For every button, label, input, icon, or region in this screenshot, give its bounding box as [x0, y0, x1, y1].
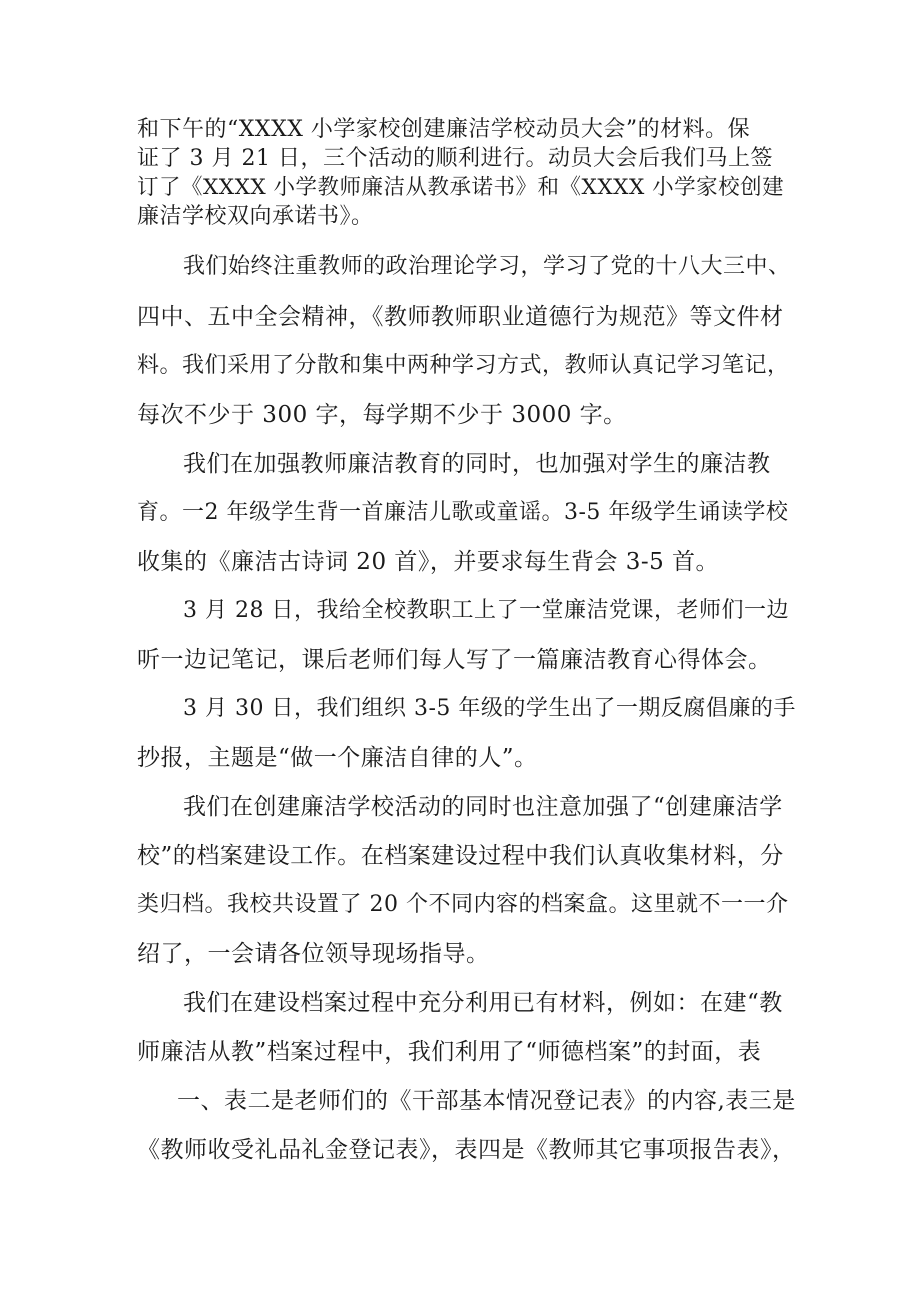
paragraph-line: 一、表二是老师们的《干部基本情况登记表》的内容,表三是 [177, 1088, 796, 1114]
paragraph-line: 《教师收受礼品礼金登记表》，表四是《教师其它事项报告表》， [137, 1137, 796, 1163]
paragraph-line: 廉洁学校双向承诺书》。 [137, 204, 374, 229]
paragraph-line: 3 月 28 日，我给全校教职工上了一堂廉洁党课，老师们一边 [183, 598, 789, 623]
paragraph-line: 听一边记笔记，课后老师们每人写了一篇廉洁教育心得体会。 [137, 647, 772, 673]
paragraph-line: 师廉洁从教”档案过程中，我们利用了“师德档案”的封面，表 [137, 1039, 762, 1065]
paragraph-line: 我们在加强教师廉洁教育的同时，也加强对学生的廉洁教 [183, 451, 771, 477]
paragraph-line: 四中、五中全会精神，《教师教师职业道德行为规范》等文件材 [137, 304, 784, 330]
paragraph-line: 我们始终注重教师的政治理论学习，学习了党的十八大三中、 [183, 254, 791, 279]
paragraph-line: 校”的档案建设工作。在档案建设过程中我们认真收集材料，分 [137, 843, 784, 869]
paragraph-line: 收集的《廉洁古诗词 20 首》，并要求每生背会 3-5 首。 [137, 549, 720, 575]
paragraph-line: 每次不少于 300 字，每学期不少于 3000 字。 [137, 402, 627, 428]
paragraph-line: 订了《XXXX 小学教师廉洁从教承诺书》和《XXXX 小学家校创建 [137, 175, 785, 200]
paragraph-line: 料。我们采用了分散和集中两种学习方式，教师认真记学习笔记， [137, 353, 790, 378]
paragraph-line: 证了 3 月 21 日，三个活动的顺利进行。动员大会后我们马上签 [137, 146, 773, 171]
paragraph-line: 育。一2 年级学生背一首廉洁儿歌或童谣。3-5 年级学生诵读学校 [137, 500, 789, 525]
paragraph-line: 我们在建设档案过程中充分利用已有材料，例如：在建“教 [183, 990, 783, 1016]
paragraph-line: 我们在创建廉洁学校活动的同时也注意加强了“创建廉洁学 [183, 794, 783, 820]
paragraph-line: 绍了，一会请各位领导现场指导。 [137, 941, 490, 967]
paragraph-line: 类归档。我校共设置了 20 个不同内容的档案盒。这里就不一一介 [137, 892, 789, 917]
paragraph-line: 抄报，主题是“做一个廉洁自律的人”。 [137, 745, 538, 771]
paragraph-line: 3 月 30 日，我们组织 3-5 年级的学生出了一期反腐倡廉的手 [183, 696, 796, 721]
paragraph-line: 和下午的“XXXX 小学家校创建廉洁学校动员大会”的材料。保 [137, 117, 751, 142]
